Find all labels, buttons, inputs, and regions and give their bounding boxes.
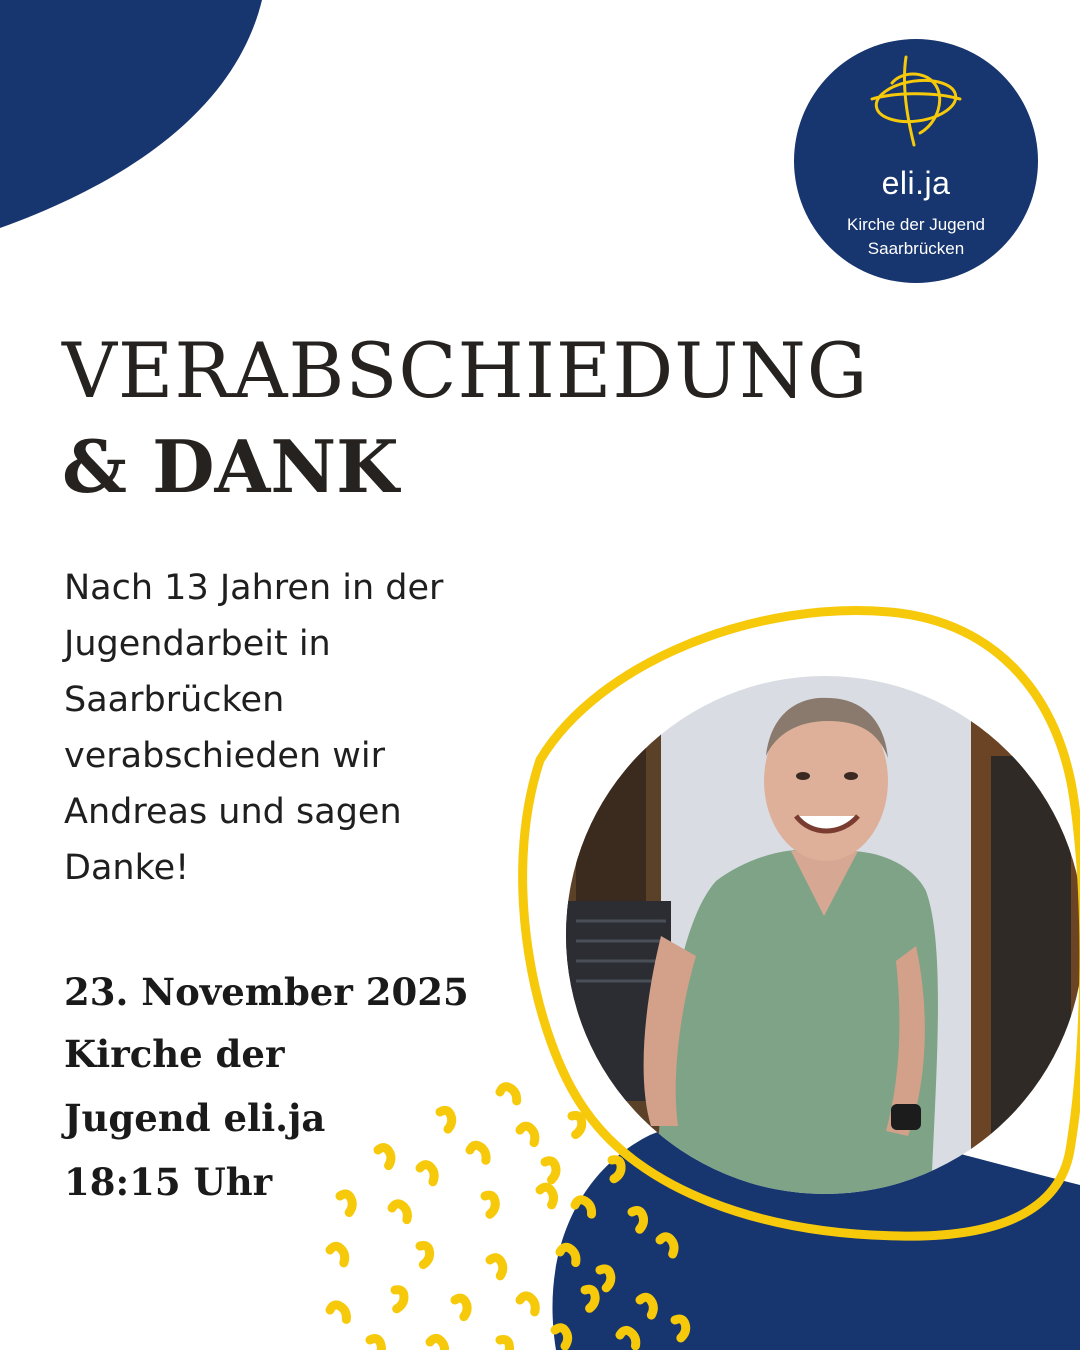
logo-subtitle-line1: Kirche der Jugend (847, 215, 985, 234)
headline-line1: VERABSCHIEDUNG (62, 326, 869, 415)
headline-line2: & DANK (62, 424, 399, 509)
event-place-line2: Jugend eli.ja (64, 1096, 326, 1140)
event-time: 18:15 Uhr (64, 1160, 273, 1204)
logo-name: eli.ja (881, 165, 951, 201)
event-place-line1: Kirche der (64, 1032, 285, 1076)
logo-subtitle-line2: Saarbrücken (867, 239, 965, 258)
body-text: Nach 13 Jahren in der Jugendarbeit in Saarbrücken verabschieden wir Andreas und sagen Danke! (64, 568, 444, 888)
event-date: 23. November 2025 (64, 970, 469, 1014)
